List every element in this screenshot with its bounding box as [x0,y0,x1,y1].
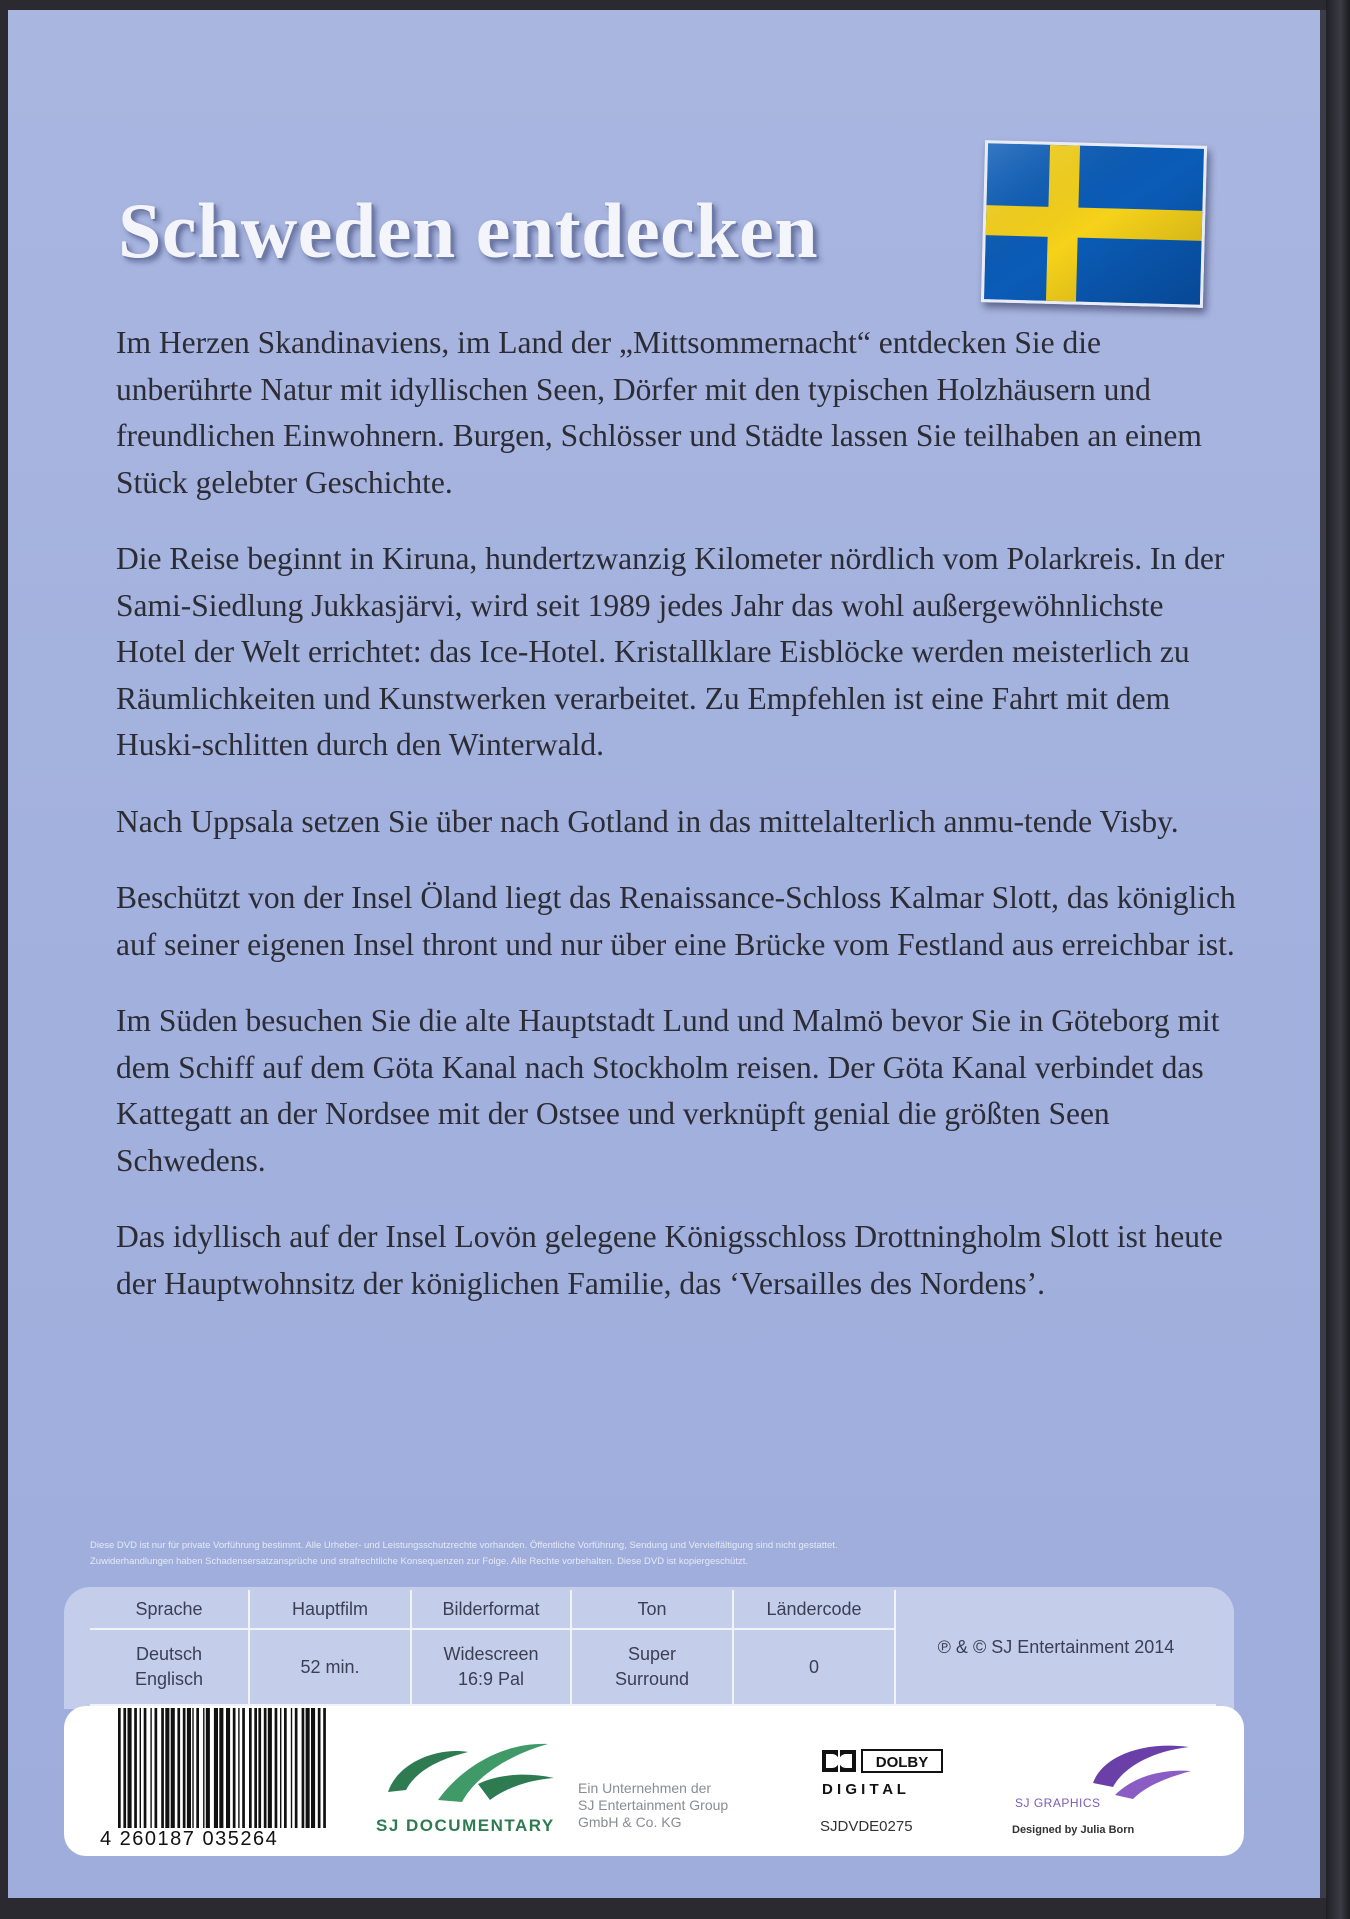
barcode-bar [150,1708,151,1828]
barcode-bar [280,1708,281,1828]
barcode-bar [311,1708,315,1828]
paragraph-intro: Im Herzen Skandinaviens, im Land der „Mittsommernacht“ entdecken Sie die unberührte Natur mit idyllischen Seen, Dörfer mit den typischen Holzhäusern und freundlichen Einwohnern. Burgen, Schlösser und Städte lassen Sie teilhaben an einem Stück gelebter Geschichte. [116,325,1202,500]
barcode-bar [242,1708,245,1828]
paragraph-gotland: Nach Uppsala setzen Sie über nach Gotland in das mittelalterlich anmu-tende Visby. [116,803,1179,839]
barcode-bar [219,1708,223,1828]
header-ton: Ton [571,1590,733,1629]
barcode-bar [177,1708,180,1828]
product-sku: SJDVDE0275 [820,1818,913,1835]
barcode-bar [140,1708,141,1828]
barcode-bar [118,1708,121,1828]
barcode-bar [183,1708,186,1828]
value-bilderformat [411,1629,571,1705]
barcode-bar [123,1708,126,1828]
dolby-bottom-text: D I G I T A L [822,1781,906,1798]
barcode-bar [295,1708,298,1828]
barcode-bar [249,1708,252,1828]
barcode-bar [268,1708,272,1828]
spec-header-row [90,1590,1216,1629]
header-laendercode: Ländercode [733,1590,895,1629]
barcode-bar [291,1708,292,1828]
barcode-bar [155,1708,158,1828]
barcode-bar [192,1708,193,1828]
barcode-bar [206,1708,210,1828]
header-sprache: Sprache [90,1590,249,1629]
barcode-bar [302,1708,305,1828]
copyright-cell [895,1590,1216,1705]
value-hauptfilm: 52 min. [249,1629,411,1705]
barcode-bar [196,1708,199,1828]
barcode-bar [254,1708,257,1828]
language-en: Englisch [134,1669,204,1689]
barcode-bar [233,1708,236,1828]
sj-documentary-label: SJ DOCUMENTARY [376,1816,555,1835]
paragraph-goeta-kanal: Im Süden besuchen Sie die alte Hauptstadt Lund und Malmö bevor Sie in Göteborg mit dem Schiff auf dem Göta Kanal nach Stockholm reisen. Der Göta Kanal verbindet das Kattegatt an der Nordsee mit der Ostsee und verknüpft genial die größten Seen Schwedens. [116,1003,1220,1178]
paragraph-kiruna: Die Reise beginnt in Kiruna, hundertzwanzig Kilometer nördlich vom Polarkreis. In der Sami-Siedlung Jukkasjärvi, wird seit 1989 jedes Jahr das wohl außergewöhnlichste Hotel der Welt errichtet: das Ice-Hotel. Kristallklare Eisblöcke werden meisterlich zu Räumlichkeiten und Kunstwerken verarbeitet. Zu Empfehlen ist eine Fahrt mit dem Huski-schlitten durch den Winterwald. [116,541,1225,762]
barcode-bar [165,1708,169,1828]
barcode-bar [284,1708,287,1828]
paragraph-drottningholm: Das idyllisch auf der Insel Lovön gelegene Königsschloss Drottningholm Slott ist heute der Hauptwohnsitz der königlichen Familie, das ‘Versailles des Nordens’. [116,1219,1223,1301]
barcode-bar [161,1708,164,1828]
dolby-top-text: DOLBY [875,1754,929,1771]
barcode-bar [226,1708,230,1828]
barcode-bar [264,1708,267,1828]
barcode-bar [128,1708,132,1828]
value-ton [571,1629,733,1705]
designer-credit: Designed by Julia Born [1012,1824,1135,1836]
copyright-text: ℗ & © SJ Entertainment 2014 [937,1636,1175,1657]
value-laendercode: 0 [733,1629,895,1705]
language-de: Deutsch [135,1644,203,1664]
barcode-bar [306,1708,310,1828]
barcode-bar [258,1708,261,1828]
barcode-bar [323,1708,326,1828]
dolby-digital-logo-icon [820,1744,970,1800]
spec-table [90,1590,1216,1706]
barcode-bar [318,1708,321,1828]
barcode-bar [238,1708,239,1828]
case-spine [1326,0,1350,1919]
barcode-bar [171,1708,175,1828]
swedish-flag-icon [981,140,1207,308]
paragraph-kalmar: Beschützt von der Insel Öland liegt das Renaissance-Schloss Kalmar Slott, das königlich auf seiner eigenen Insel thront und nur über eine Brücke vom Festland aus erreichbar ist. [116,880,1236,962]
cover-title: Schweden entdecken [118,187,819,274]
barcode-bar [144,1708,147,1828]
value-sprache [90,1629,249,1705]
header-hauptfilm: Hauptfilm [249,1590,411,1629]
description-text [116,320,1241,1337]
legal-line: Diese DVD ist nur für private Vorführung bestimmt. Alle Urheber- und Leistungsschutzrechte vorhanden. Öffentliche Vorführung, Sendung und Vervielfältigung sind nicht gestattet. [90,1540,838,1551]
sj-graphics-logo-icon [1085,1735,1195,1803]
ean-number: 4 260187 035264 [100,1828,279,1850]
company-info [578,1780,728,1831]
barcode-bar [214,1708,218,1828]
ton-line-2: Surround [614,1669,690,1689]
company-line-1: Ein Unternehmen der [578,1780,712,1796]
barcode-bar [275,1708,278,1828]
sj-documentary-logo-icon [378,1722,558,1814]
barcode-bar [203,1708,204,1828]
barcode-bar [134,1708,137,1828]
company-line-3: GmbH & Co. KG [578,1814,682,1830]
barcode-icon [118,1708,328,1828]
barcode-bar [187,1708,191,1828]
legal-notice [90,1538,1250,1570]
format-line-1: Widescreen [443,1644,539,1664]
legal-line: Zuwiderhandlungen haben Schadensersatzansprüche und strafrechtliche Konsequenzen zur Folge. Alle Rechte vorbehalten. Diese DVD ist kopiergeschützt. [90,1556,749,1567]
sj-graphics-label: SJ GRAPHICS [1015,1796,1101,1810]
company-line-2: SJ Entertainment Group [578,1797,729,1813]
header-bilderformat: Bilderformat [411,1590,571,1629]
ton-line-1: Super [627,1644,677,1664]
format-line-2: 16:9 Pal [457,1669,525,1689]
